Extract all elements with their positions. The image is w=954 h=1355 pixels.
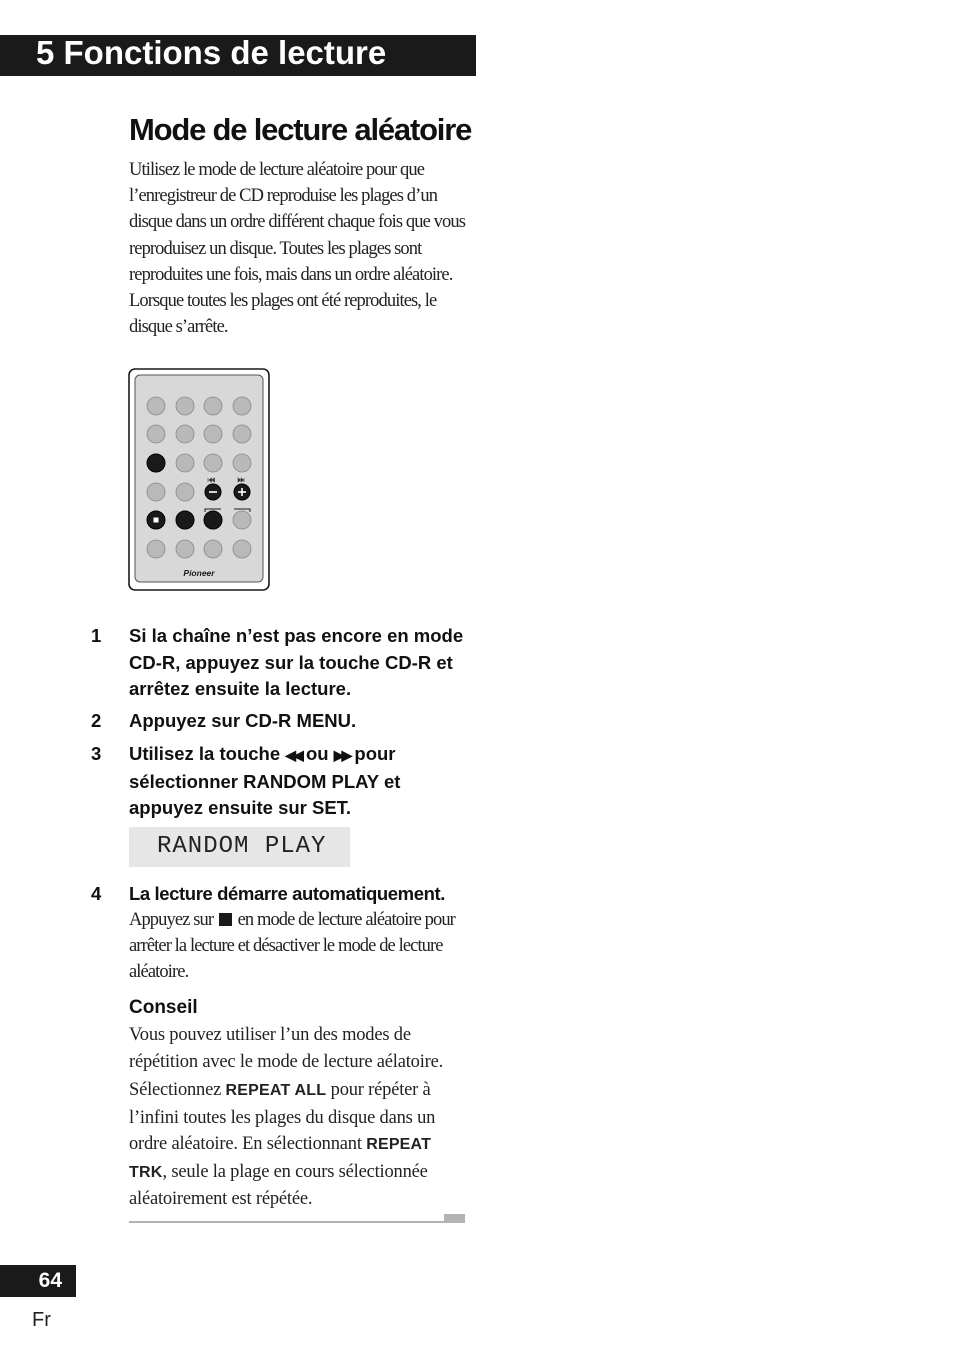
prev-track-icon: ◀◀ bbox=[285, 747, 301, 763]
step-number: 3 bbox=[91, 743, 102, 764]
page-number: 64 bbox=[38, 1269, 62, 1292]
cd-r-menu-button bbox=[176, 511, 194, 529]
step-number: 4 bbox=[91, 883, 102, 904]
tip-title: Conseil bbox=[129, 997, 198, 1018]
step-text: Utilisez la touche ◀◀ ou ▶▶ pour sélectionner RANDOM PLAY et appuyez ensuite sur SET. bbox=[129, 743, 401, 818]
stop-icon bbox=[154, 518, 159, 523]
tip-paragraph: Sélectionnez REPEAT ALL pour répéter à l’infini toutes les plages du disque dans un ordre aléatoire. En sélectionnant REPEAT TRK, seule la plage en cours sélectionnée aléatoirement est répétée. bbox=[129, 1080, 436, 1209]
tip-body bbox=[129, 1022, 465, 1213]
display-readout: RANDOM PLAY bbox=[157, 833, 327, 860]
display-panel bbox=[129, 827, 350, 867]
step-number: 1 bbox=[91, 625, 102, 646]
section-end-rule bbox=[129, 1221, 465, 1223]
step-body: Appuyez sur en mode de lecture aléatoire pour arrêter la lecture et désactiver le mode de lecture aléatoire. bbox=[129, 910, 455, 983]
stop-icon bbox=[219, 913, 232, 926]
step-title: La lecture démarre automatiquement. bbox=[129, 883, 446, 904]
step-text: Appuyez sur CD-R MENU. bbox=[129, 710, 357, 731]
next-track-icon: ▶▶ bbox=[333, 747, 350, 763]
cd-r-button bbox=[147, 454, 165, 472]
chapter-title: 5 Fonctions de lecture bbox=[36, 34, 387, 71]
step-number: 2 bbox=[91, 710, 102, 731]
remote-control-illustration bbox=[128, 368, 270, 591]
tip-paragraph: Vous pouvez utiliser l’un des modes de répétition avec le mode de lecture aélatoire. bbox=[129, 1025, 444, 1072]
intro-paragraph: Utilisez le mode de lecture aléatoire pour que l’enregistreur de CD reproduise les plages d’un disque dans un ordre différent chaque fois que vous reproduisez un disque. Toutes les plages sont reproduites une fois, mais dans un ordre aléatoire. Lorsque toutes les plages ont été reproduites, le disque s’arrête. bbox=[129, 160, 465, 338]
section-end-marker bbox=[444, 1214, 465, 1223]
section-title: Mode de lecture aléatoire bbox=[129, 112, 472, 147]
set-button bbox=[204, 511, 222, 529]
step-text: Si la chaîne n’est pas encore en mode CD-R, appuyez sur la touche CD-R et arrêtez ensuite la lecture. bbox=[129, 625, 464, 699]
brand-logo: Pioneer bbox=[183, 568, 215, 578]
language-code: Fr bbox=[32, 1309, 51, 1331]
repeat-all-label: REPEAT ALL bbox=[225, 1082, 327, 1099]
repeat-trk-label: REPEAT TRK bbox=[129, 1136, 432, 1181]
